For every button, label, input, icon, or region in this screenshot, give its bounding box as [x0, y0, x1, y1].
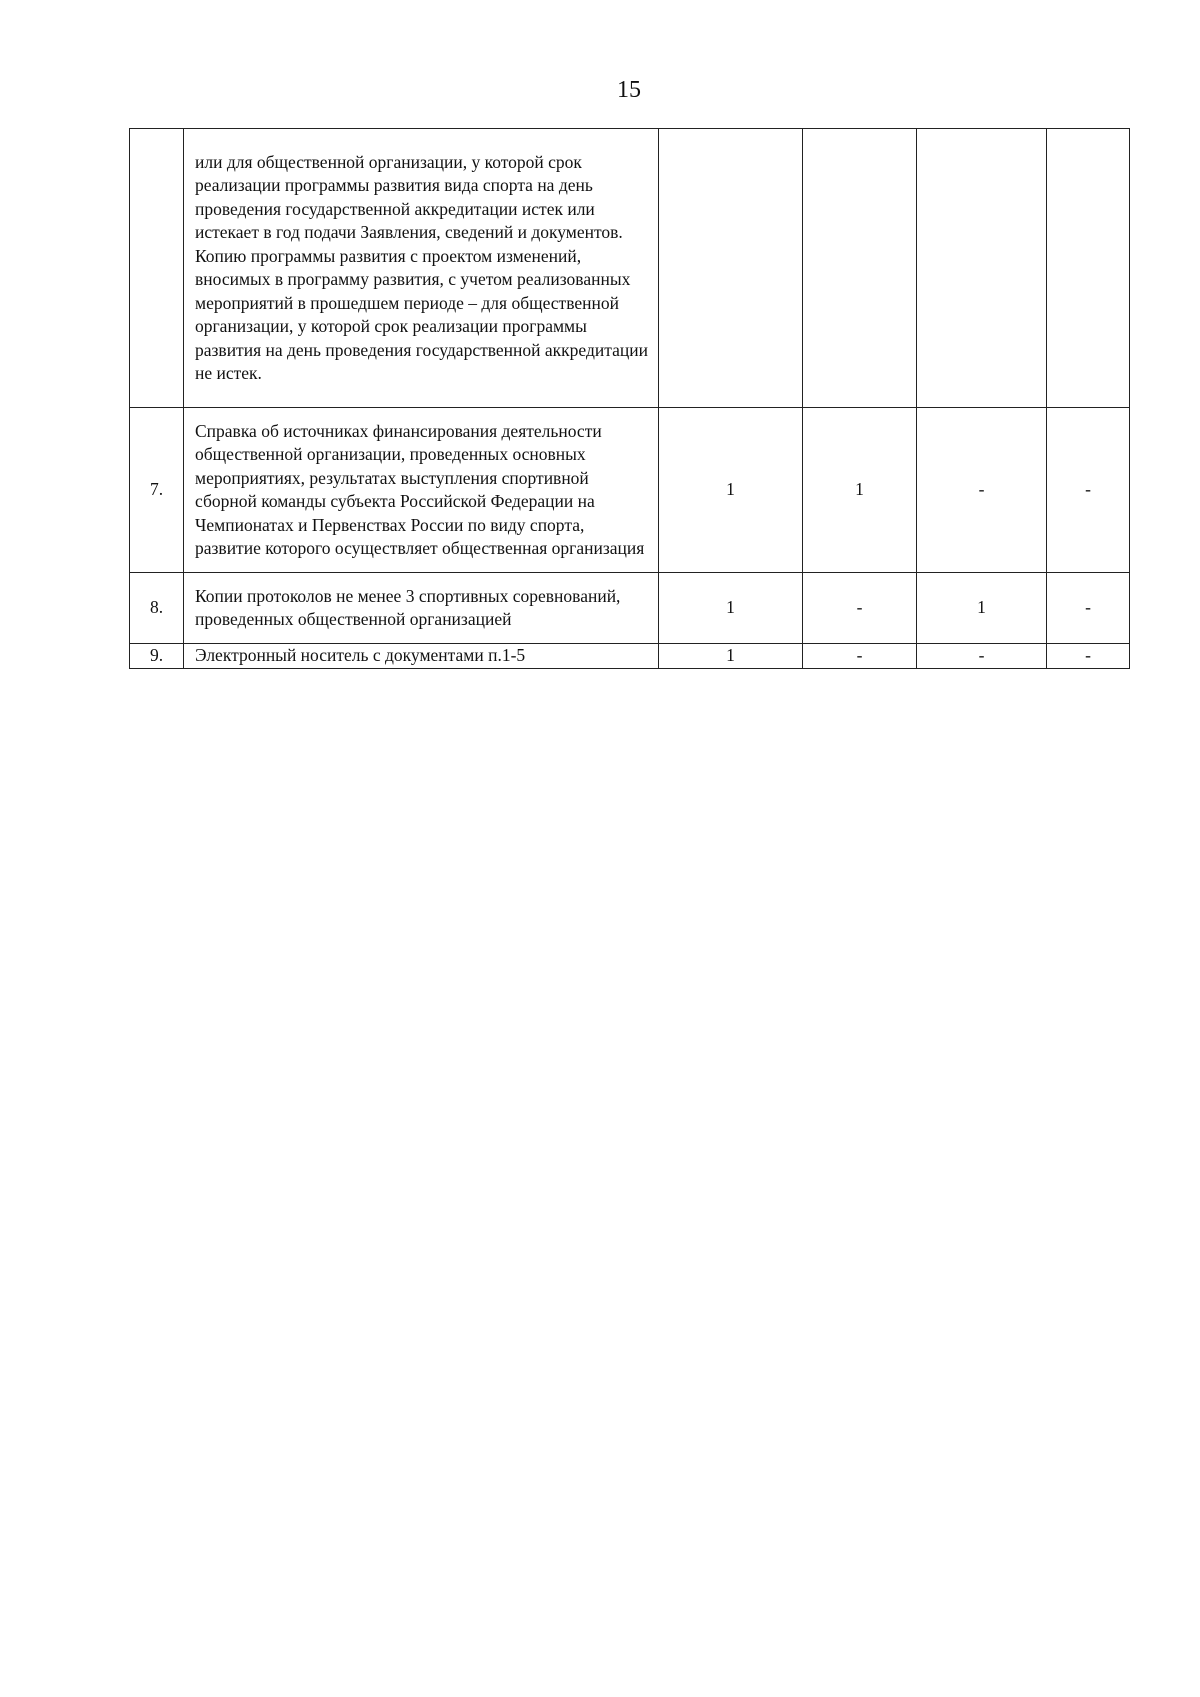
value-cell-1: 1: [659, 408, 803, 573]
row-number-cell: 7.: [130, 408, 184, 573]
row-number-cell: 8.: [130, 573, 184, 644]
value-cell-3: -: [917, 408, 1047, 573]
document-description-cell: [184, 129, 659, 408]
description-paragraph: Справка об источниках финансирования деятельности общественной организации, проведенных основных мероприятиях, результатах выступления спортивной сборной команды субъекта Российской Федерации на Чемпионатах и Первенствах России по виду спорта, развитие которого осуществляет общественная организация: [195, 420, 645, 558]
table-row: [130, 129, 1130, 408]
value-cell-4: [1047, 129, 1130, 408]
value-cell-1: [659, 129, 803, 408]
row-number-cell: [130, 129, 184, 408]
value-cell-1: 1: [659, 573, 803, 644]
value-cell-4: -: [1047, 408, 1130, 573]
table-row: [130, 644, 1130, 669]
documents-table: [129, 128, 1130, 669]
value-cell-2: -: [803, 573, 917, 644]
description-paragraph: Электронный носитель с документами п.1-5: [195, 645, 526, 665]
value-cell-3: 1: [917, 573, 1047, 644]
value-cell-2: 1: [803, 408, 917, 573]
page-number: 15: [617, 77, 641, 103]
row-number-cell: 9.: [130, 644, 184, 669]
description-paragraph: Копии протоколов не менее 3 спортивных соревнований, проведенных общественной организацией: [195, 585, 621, 629]
value-cell-1: 1: [659, 644, 803, 669]
table-row: [130, 573, 1130, 644]
table-row: [130, 408, 1130, 573]
document-description-cell: [184, 573, 659, 644]
value-cell-2: [803, 129, 917, 408]
description-paragraph: или для общественной организации, у которой срок реализации программы развития вида спорта на день проведения государственной аккредитации истек или истекает в год подачи Заявления, сведений и документов.: [195, 151, 623, 242]
value-cell-4: -: [1047, 573, 1130, 644]
value-cell-2: -: [803, 644, 917, 669]
document-description-cell: [184, 644, 659, 669]
value-cell-3: -: [917, 644, 1047, 669]
description-paragraph: Копию программы развития с проектом изменений, вносимых в программу развития, с учетом реализованных мероприятий в прошедшем периоде – для общественной организации, у которой срок реализации программы развития на день проведения государственной аккредитации не истек.: [195, 245, 648, 383]
value-cell-3: [917, 129, 1047, 408]
document-description-cell: [184, 408, 659, 573]
value-cell-4: -: [1047, 644, 1130, 669]
